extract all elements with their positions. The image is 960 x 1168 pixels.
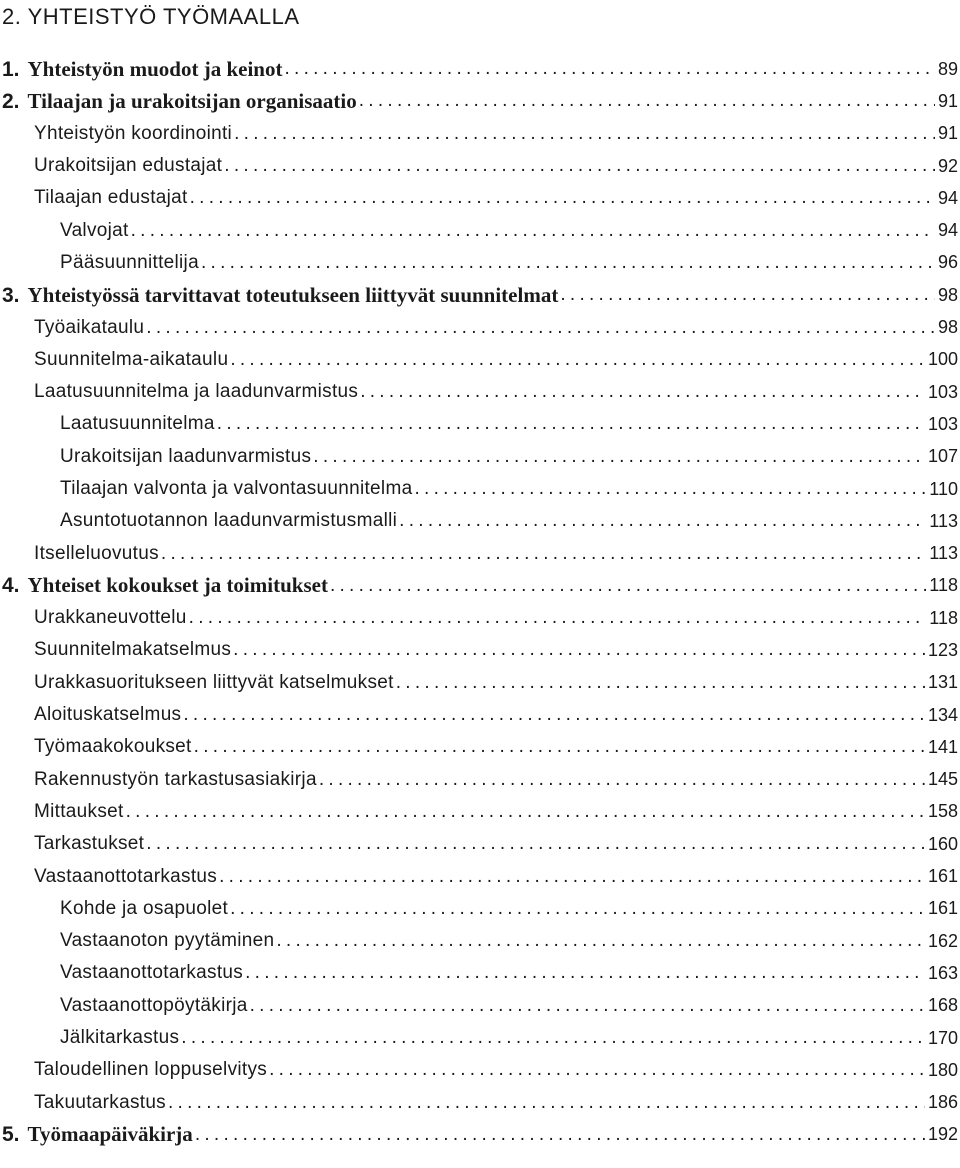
dot-leader [228, 349, 925, 371]
toc-title-text: Työmaapäiväkirja [27, 1122, 193, 1147]
toc-entry-title [0, 962, 243, 984]
toc-page-number: 113 [929, 543, 958, 564]
toc-page-number: 160 [927, 833, 958, 854]
dot-leader [129, 220, 935, 242]
toc-section-number: 2. [2, 89, 20, 113]
toc-page-number: 163 [927, 962, 958, 983]
toc-title-text: Yhteistyön koordinointi [34, 122, 233, 144]
toc-entry-title [2, 1122, 193, 1147]
toc-title-text: Itselleluovutus [34, 542, 159, 564]
toc-entry-title [0, 995, 248, 1017]
dot-leader [232, 123, 935, 145]
dot-leader [192, 736, 925, 758]
toc-entry[interactable] [0, 602, 958, 634]
toc-entry-title [0, 155, 222, 177]
toc-title-text: Kohde ja osapuolet [60, 897, 229, 919]
toc-entry-title [0, 1027, 179, 1049]
toc-section-number: 5. [2, 1123, 20, 1147]
toc-title-text: Tarkastukset [34, 833, 145, 855]
toc-section-entry[interactable] [0, 1119, 958, 1151]
toc-page-number: 118 [929, 607, 958, 628]
toc-entry[interactable] [0, 247, 958, 279]
dot-leader [397, 510, 926, 532]
toc-title-text: Pääsuunnittelija [60, 251, 199, 273]
toc-page-number: 107 [927, 446, 958, 467]
toc-entry[interactable] [0, 376, 958, 408]
toc-entry-title [0, 187, 188, 209]
toc-entry-title [0, 413, 215, 435]
toc-section-entry[interactable] [0, 570, 958, 602]
dot-leader [144, 317, 935, 339]
toc-entry[interactable] [0, 860, 958, 892]
toc-title-text: Takuutarkastus [34, 1091, 166, 1113]
toc-title-text: Yhteiset kokoukset ja toimitukset [27, 573, 328, 598]
dot-leader [357, 90, 935, 112]
toc-entry[interactable] [0, 311, 958, 343]
toc-page-number: 161 [927, 898, 958, 919]
toc-entry[interactable] [0, 828, 958, 860]
dot-leader [215, 413, 925, 435]
toc-page-number: 118 [929, 575, 958, 596]
toc-entry[interactable] [0, 150, 958, 182]
dot-leader [282, 58, 935, 80]
toc-entry[interactable] [0, 214, 958, 246]
toc-entry[interactable] [0, 537, 958, 569]
dot-leader [159, 543, 926, 565]
toc-page-number: 100 [927, 349, 958, 370]
toc-entry[interactable] [0, 344, 958, 376]
toc-title-text: Urakoitsijan edustajat [34, 155, 223, 177]
toc-entry[interactable] [0, 118, 958, 150]
toc-entry[interactable] [0, 925, 958, 957]
toc-page-number: 110 [929, 478, 958, 499]
toc-entry-title [0, 123, 232, 145]
toc-title-text: Jälkitarkastus [60, 1027, 180, 1049]
dot-leader [311, 446, 925, 468]
toc-title-text: Työaikataulu [34, 316, 145, 338]
toc-entry[interactable] [0, 731, 958, 763]
toc-title-text: Mittaukset [34, 800, 124, 822]
toc-entry-title [0, 478, 412, 500]
toc-entry-title [2, 89, 357, 114]
toc-entry-title [0, 898, 228, 920]
toc-entry-title [0, 1059, 267, 1081]
toc-section-entry[interactable] [0, 85, 958, 117]
toc-page-number: 98 [937, 317, 958, 338]
dot-leader [187, 607, 927, 629]
toc-title-text: Suunnitelma-aikataulu [34, 348, 229, 370]
toc-page-number: 92 [937, 155, 958, 176]
toc-entry-title [0, 704, 181, 726]
toc-title-text: Tilaajan edustajat [34, 187, 188, 209]
toc-entry[interactable] [0, 796, 958, 828]
dot-leader [228, 898, 925, 920]
dot-leader [188, 187, 935, 209]
toc-title-text: Rakennustyön tarkastusasiakirja [34, 768, 317, 790]
toc-title-text: Taloudellinen loppuselvitys [34, 1059, 268, 1081]
toc-title-text: Tilaajan ja urakoitsijan organisaatio [27, 88, 357, 113]
chapter-title: 2. YHTEISTYÖ TYÖMAALLA [2, 4, 300, 29]
toc-title-text: Laatusuunnitelma [60, 413, 215, 435]
toc-title-text: Urakoitsijan laadunvarmistus [60, 445, 312, 467]
toc-page-number: 161 [927, 866, 958, 887]
toc-entry-title [0, 607, 187, 629]
dot-leader [243, 962, 925, 984]
toc-entry-title [0, 866, 217, 888]
dot-leader [222, 155, 935, 177]
toc-title-text: Vastaanottotarkastus [60, 962, 244, 984]
toc-title-text: Urakkaneuvottelu [34, 607, 187, 629]
toc-page-number: 186 [927, 1092, 958, 1113]
toc-page-number: 123 [927, 639, 958, 660]
toc-entry[interactable] [0, 667, 958, 699]
toc-entry[interactable] [0, 764, 958, 796]
toc-page-number: 98 [937, 284, 958, 305]
toc-section-entry[interactable] [0, 279, 958, 311]
dot-leader [231, 639, 925, 661]
toc-entry[interactable] [0, 1054, 958, 1086]
dot-leader [274, 930, 925, 952]
toc-page-number: 131 [927, 672, 958, 693]
toc-page-number: 145 [927, 769, 958, 790]
toc-page-number: 162 [927, 930, 958, 951]
toc-entry[interactable] [0, 699, 958, 731]
dot-leader [144, 833, 925, 855]
dot-leader [199, 252, 935, 274]
toc-page-number: 91 [937, 90, 958, 111]
toc-title-text: Vastaanottopöytäkirja [60, 994, 248, 1016]
toc-title-text: Vastaanoton pyytäminen [60, 930, 275, 952]
toc-page-number: 96 [937, 252, 958, 273]
toc-entry[interactable] [0, 1022, 958, 1054]
toc-page-number: 94 [937, 187, 958, 208]
toc-entry-title [0, 736, 192, 758]
toc-entry[interactable] [0, 893, 958, 925]
toc-entry[interactable] [0, 1087, 958, 1119]
toc-page-number: 141 [927, 736, 958, 757]
toc-entry-title [0, 930, 274, 952]
dot-leader [124, 801, 925, 823]
toc-page-number: 180 [927, 1059, 958, 1080]
toc-page-number: 103 [927, 381, 958, 402]
dot-leader [166, 1092, 925, 1114]
toc-page-number: 158 [927, 801, 958, 822]
toc-title-text: Suunnitelmakatselmus [34, 639, 232, 661]
dot-leader [394, 672, 925, 694]
toc-entry[interactable] [0, 182, 958, 214]
toc-entry-title [0, 1092, 166, 1114]
toc-entry[interactable] [0, 957, 958, 989]
toc-entry-title [0, 543, 159, 565]
toc-entry[interactable] [0, 634, 958, 666]
dot-leader [179, 1027, 925, 1049]
toc-entry[interactable] [0, 441, 958, 473]
toc-page-number: 168 [927, 995, 958, 1016]
dot-leader [267, 1059, 925, 1081]
dot-leader [358, 381, 925, 403]
toc-entry[interactable] [0, 505, 958, 537]
toc-title-text: Vastaanottotarkastus [34, 865, 218, 887]
dot-leader [193, 1124, 925, 1146]
toc-title-text: Asuntotuotannon laadunvarmistusmalli [60, 510, 398, 532]
toc-entry-title [0, 349, 228, 371]
table-of-contents [0, 53, 960, 1151]
toc-section-number: 1. [2, 57, 20, 81]
toc-entry-title [0, 381, 358, 403]
toc-entry-title [0, 801, 124, 823]
toc-page-number: 91 [937, 123, 958, 144]
toc-page-number: 89 [937, 58, 958, 79]
toc-entry-title [0, 446, 311, 468]
toc-entry-title [0, 510, 397, 532]
toc-title-text: Valvojat [60, 219, 129, 241]
toc-entry-title [0, 252, 199, 274]
toc-page-number: 170 [927, 1027, 958, 1048]
toc-entry-title [2, 57, 282, 82]
dot-leader [317, 769, 925, 791]
toc-page-number: 103 [927, 413, 958, 434]
dot-leader [558, 284, 935, 306]
toc-page-number: 113 [929, 510, 958, 531]
toc-section-number: 3. [2, 283, 20, 307]
toc-entry-title [0, 639, 231, 661]
toc-entry[interactable] [0, 990, 958, 1022]
toc-title-text: Laatusuunnitelma ja laadunvarmistus [34, 381, 359, 403]
dot-leader [181, 704, 925, 726]
toc-entry-title [2, 573, 328, 598]
toc-page-number: 134 [927, 704, 958, 725]
toc-entry-title [2, 283, 558, 308]
toc-title-text: Urakkasuoritukseen liittyvät katselmukset [34, 671, 394, 693]
toc-page-number: 94 [937, 220, 958, 241]
toc-title-text: Yhteistyön muodot ja keinot [27, 56, 283, 81]
toc-entry-title [0, 317, 144, 339]
toc-title-text: Yhteistyössä tarvittavat toteutukseen liittyvät suunnitelmat [27, 282, 559, 307]
dot-leader [217, 866, 925, 888]
dot-leader [248, 995, 925, 1017]
toc-section-number: 4. [2, 574, 20, 598]
dot-leader [328, 575, 926, 597]
toc-title-text: Työmaakokoukset [34, 736, 192, 758]
toc-page-number: 192 [927, 1124, 958, 1145]
toc-entry-title [0, 220, 129, 242]
toc-entry-title [0, 769, 317, 791]
toc-entry[interactable] [0, 473, 958, 505]
toc-section-entry[interactable] [0, 53, 958, 85]
toc-entry[interactable] [0, 408, 958, 440]
toc-title-text: Aloituskatselmus [34, 704, 182, 726]
toc-entry-title [0, 833, 144, 855]
toc-title-text: Tilaajan valvonta ja valvontasuunnitelma [60, 478, 413, 499]
toc-entry-title [0, 672, 394, 694]
dot-leader [412, 478, 926, 500]
